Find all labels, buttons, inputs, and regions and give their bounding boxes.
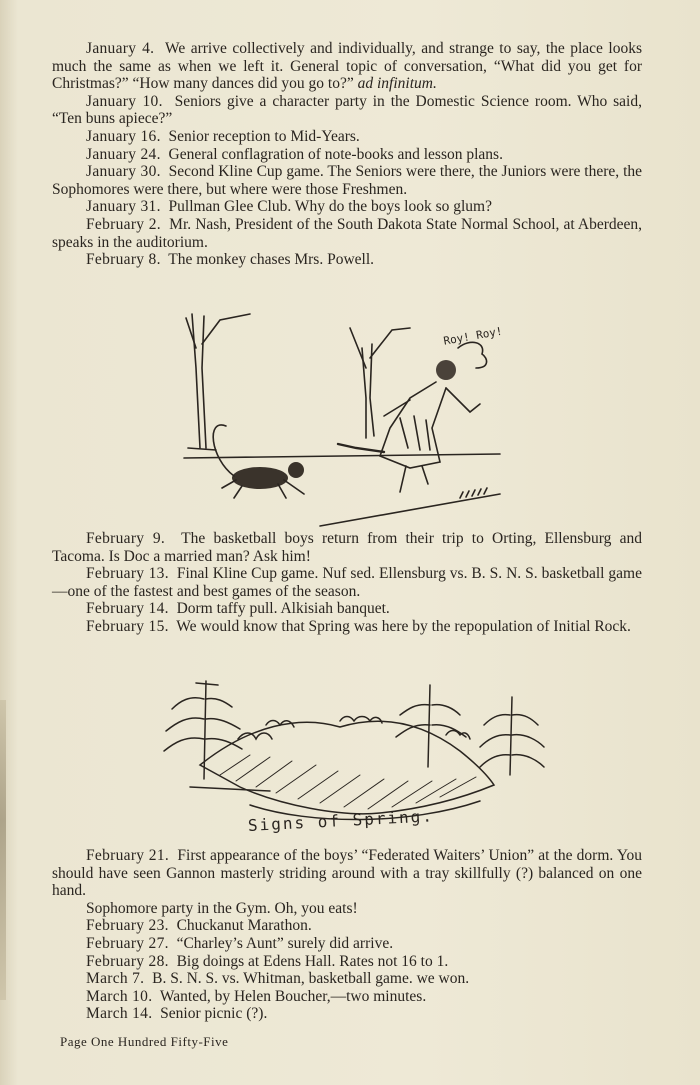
- entry-text: We arrive collectively and individually, and strange to say, the place looks much the same as when we left it. General topic of conversation, “What did you get for Christmas?” “How many dances did you go to?”: [52, 40, 643, 93]
- entry-text: Dorm taffy pull. Alkisiah banquet.: [176, 600, 390, 618]
- monkey-chase-illustration: [170, 308, 510, 528]
- left-tree-trunk: [192, 314, 200, 448]
- entry-date: February 27.: [86, 934, 169, 952]
- entry-text: Final Kline Cup game. Nuf sed. Ellensburg vs. B. S. N. S. basketball game—one of the fastest and best games of the season.: [52, 565, 642, 600]
- calendar-entry: [52, 146, 642, 164]
- entry-date: March 10.: [86, 987, 153, 1005]
- entry-text: We would know that Spring was here by the repopulation of Initial Rock.: [176, 617, 631, 635]
- page-number-footer: Page One Hundred Fifty-Five: [60, 1034, 229, 1049]
- calendar-entry: [52, 251, 642, 269]
- entry-text: Seniors give a character party in the Domestic Science room. Who said, “Ten buns apiece?”: [52, 92, 642, 128]
- calendar-entry: [52, 93, 642, 128]
- entry-date: February 2.: [86, 215, 161, 233]
- entry-date: January 16.: [86, 127, 161, 145]
- entry-text: Mr. Nash, President of the South Dakota State Normal School, at Aberdeen, speaks in the auditorium.: [52, 215, 642, 251]
- calendar-block-february-march: [52, 847, 642, 1023]
- calendar-entry: [52, 1005, 642, 1023]
- calendar-entry: [52, 900, 642, 918]
- calendar-entry: [52, 198, 642, 216]
- entry-date: February 9.: [86, 530, 166, 547]
- entry-date: February 15.: [86, 617, 169, 635]
- calendar-block-february: [52, 530, 642, 636]
- calendar-entry: [52, 988, 642, 1006]
- entry-text: Senior picnic (?).: [160, 1005, 268, 1023]
- calendar-entry: [52, 847, 642, 900]
- entry-text: Pullman Glee Club. Why do the boys look so glum?: [168, 198, 492, 216]
- entry-date: March 7.: [86, 970, 145, 988]
- entry-date: January 31.: [86, 198, 161, 216]
- entry-text: Second Kline Cup game. The Seniors were there, the Juniors were there, the Sophomores were there, but where were those Freshmen.: [52, 163, 643, 198]
- entry-date: February 14.: [86, 600, 169, 618]
- entry-date: January 24.: [86, 145, 161, 163]
- entry-text: “Charley’s Aunt” surely did arrive.: [176, 934, 394, 952]
- entry-date: February 28.: [86, 952, 169, 970]
- calendar-entry: [52, 565, 642, 600]
- entry-text: B. S. N. S. vs. Whitman, basketball game. we won.: [152, 970, 470, 988]
- monkey-chase-drawing: [170, 308, 510, 528]
- entry-text: Senior reception to Mid-Years.: [168, 127, 360, 145]
- entry-text: The monkey chases Mrs. Powell.: [168, 251, 375, 269]
- calendar-entry: [52, 128, 642, 146]
- calendar-entry: [52, 970, 642, 988]
- entry-date: February 13.: [86, 565, 169, 583]
- calendar-block-january-february: [52, 40, 642, 269]
- entry-italic: ad infinitum.: [357, 75, 437, 93]
- calendar-entry: [52, 530, 642, 565]
- calendar-entry: [52, 600, 642, 618]
- entry-text: The basketball boys return from their trip to Orting, Ellensburg and Tacoma. Is Doc a married man? Ask him!: [52, 530, 642, 565]
- calendar-entry: [52, 163, 642, 198]
- calendar-entry: [52, 917, 642, 935]
- entry-text: General conflagration of note-books and lesson plans.: [168, 145, 503, 163]
- entry-text: Big doings at Edens Hall. Rates not 16 to 1.: [176, 952, 449, 970]
- calendar-entry: [52, 216, 642, 251]
- entry-date: January 4.: [86, 40, 155, 57]
- entry-date: February 8.: [86, 251, 161, 269]
- entry-date: March 14.: [86, 1005, 153, 1023]
- entry-text: First appearance of the boys’ “Federated Waiters’ Union” at the dorm. You should have seen Gannon masterly striding around with a tray skillfully (?) balanced on one hand.: [52, 847, 643, 900]
- entry-date: February 23.: [86, 917, 169, 935]
- calendar-entry: [52, 40, 642, 93]
- calendar-entry: [52, 618, 642, 636]
- ground-line: [320, 494, 500, 526]
- entry-text: Sophomore party in the Gym. Oh, you eats!: [86, 899, 358, 917]
- entry-date: January 30.: [86, 163, 161, 181]
- entry-date: February 21.: [86, 847, 170, 864]
- entry-date: January 10.: [86, 92, 163, 110]
- calendar-entry: [52, 953, 642, 971]
- entry-text: Wanted, by Helen Boucher,—two minutes.: [159, 987, 427, 1005]
- spring-caption: Signs of Spring.: [247, 806, 435, 835]
- page-binding-shadow: [0, 700, 6, 1000]
- speech-text: Roy! Roy!: [442, 324, 504, 348]
- calendar-entry: [52, 935, 642, 953]
- entry-text: Chuckanut Marathon.: [176, 917, 312, 935]
